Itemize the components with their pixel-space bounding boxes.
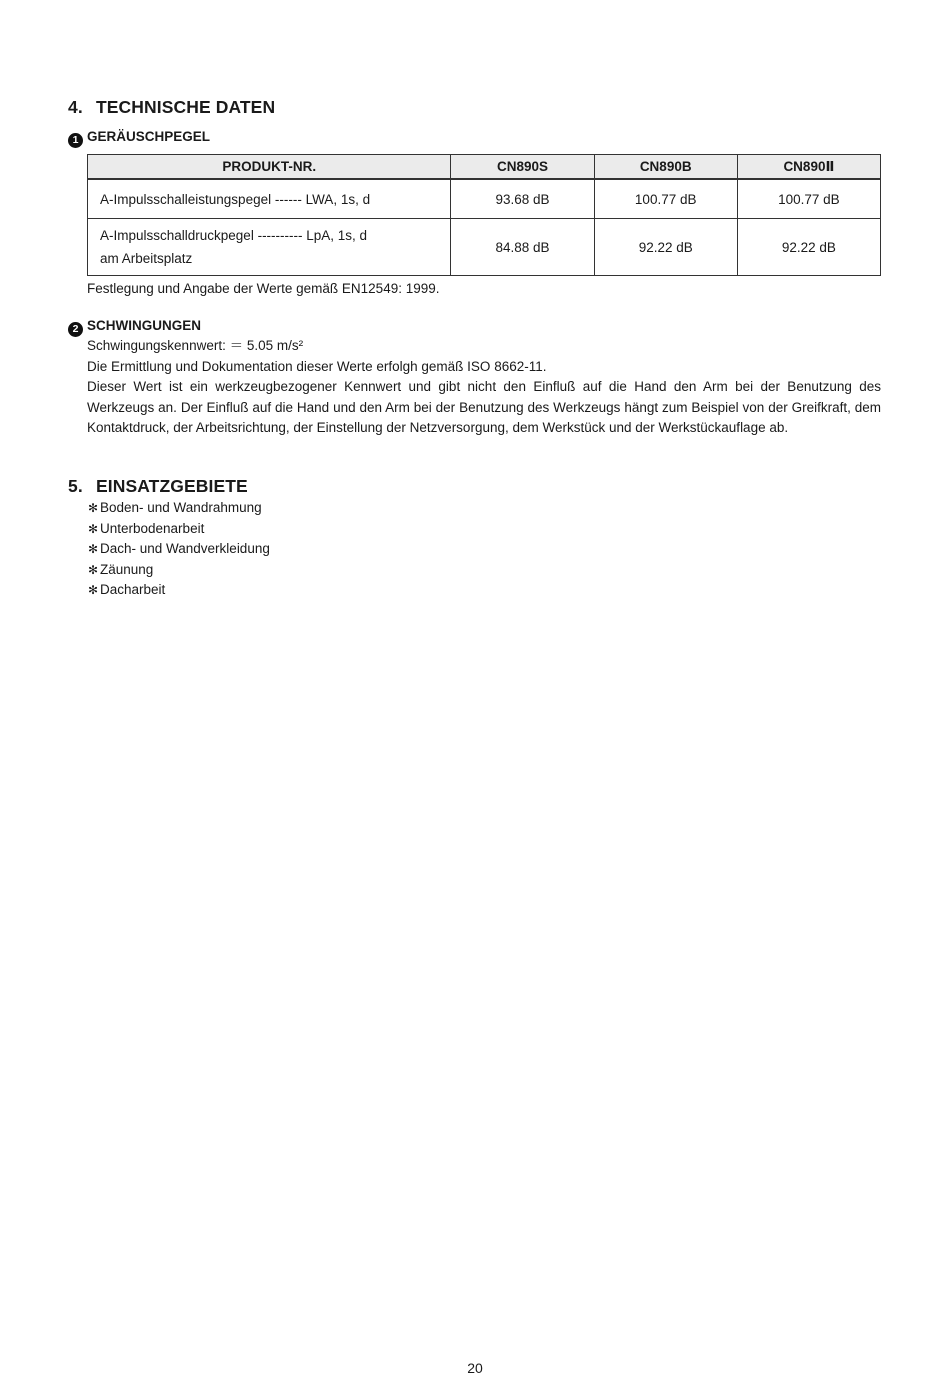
- table-cell: 84.88 dB: [451, 219, 594, 276]
- noise-heading: [68, 129, 210, 148]
- list-item: [88, 519, 270, 540]
- section-5-number: 5.: [68, 476, 83, 496]
- vibration-heading-text: SCHWINGUNGEN: [87, 318, 201, 333]
- noise-bullet-icon: 1: [68, 133, 83, 148]
- asterisk-icon: ✻: [88, 562, 99, 577]
- asterisk-icon: ✻: [88, 521, 99, 536]
- asterisk-icon: ✻: [88, 583, 99, 597]
- list-item: [88, 580, 270, 601]
- list-item-text: Unterbodenarbeit: [100, 520, 205, 536]
- list-item-text: Zäunung: [100, 561, 154, 577]
- noise-heading-text: GERÄUSCHPEGEL: [87, 129, 211, 144]
- table-header-row: [88, 155, 881, 180]
- list-item-text: Boden- und Wandrahmung: [100, 500, 262, 515]
- application-list: [88, 498, 270, 601]
- table-cell: 92.22 dB: [594, 219, 737, 276]
- vibration-paragraph: Dieser Wert ist ein werkzeugbezogener Kennwert und gibt nicht den Einfluß auf die Hand den Arm bei der Benutzung des Werkzeugs an. Der Einfluß auf die Hand und den Arm bei der Benutzung des Werkzeugs hängt zum Beispiel von der Greifkraft, dem Kontaktdruck, der Arbeitsrichtung, der Einstellung der Netzversorgung, dem Werkstück und der Werkstückauflage ab.: [87, 379, 881, 435]
- list-item: [88, 498, 270, 519]
- section-4-number: 4.: [68, 97, 83, 117]
- row-parameter-line: A-Impulsschalldruckpegel ---------- LpA, 1s, d: [100, 228, 368, 243]
- list-item-text: Dach- und Wandverkleidung: [100, 541, 270, 556]
- vibration-bullet-icon: 2: [68, 322, 83, 337]
- column-header-cn890ii: CN890Ⅱ: [737, 155, 880, 180]
- column-header-product: PRODUKT-NR.: [88, 155, 451, 180]
- table-row: [88, 219, 881, 276]
- noise-table: [87, 154, 881, 276]
- list-item: [88, 539, 270, 560]
- section-5-heading: [68, 476, 248, 497]
- asterisk-icon: ✻: [88, 501, 99, 515]
- page-number: 20: [467, 1360, 483, 1376]
- table-cell: 93.68 dB: [451, 179, 594, 219]
- asterisk-icon: ✻: [88, 542, 99, 556]
- list-item-text: Dacharbeit: [100, 582, 166, 597]
- list-item: [88, 560, 270, 581]
- section-4-title: TECHNISCHE DATEN: [96, 97, 276, 117]
- row-parameter-line: A-Impulsschalleistungspegel ------ LWA, 1s, d: [100, 191, 371, 207]
- vibration-value: Schwingungskennwert: ＝ 5.05 m/s²: [87, 338, 304, 353]
- column-header-cn890b: CN890B: [594, 155, 737, 180]
- column-header-cn890s: CN890S: [451, 155, 594, 180]
- section-5-title: EINSATZGEBIETE: [96, 476, 248, 496]
- table-cell: 100.77 dB: [594, 179, 737, 219]
- table-row: [88, 179, 881, 219]
- row-parameter: [88, 219, 451, 276]
- row-parameter: [88, 179, 451, 219]
- vibration-method: Die Ermittlung und Dokumentation dieser Werte erfolgh gemäß ISO 8662-11.: [87, 359, 547, 374]
- noise-note: Festlegung und Angabe der Werte gemäß EN12549: 1999.: [87, 281, 440, 296]
- table-cell: 100.77 dB: [737, 179, 880, 219]
- vibration-heading: [68, 318, 201, 337]
- table-cell: 92.22 dB: [737, 219, 880, 276]
- row-parameter-line: am Arbeitsplatz: [100, 251, 193, 266]
- section-4-heading: [68, 97, 275, 118]
